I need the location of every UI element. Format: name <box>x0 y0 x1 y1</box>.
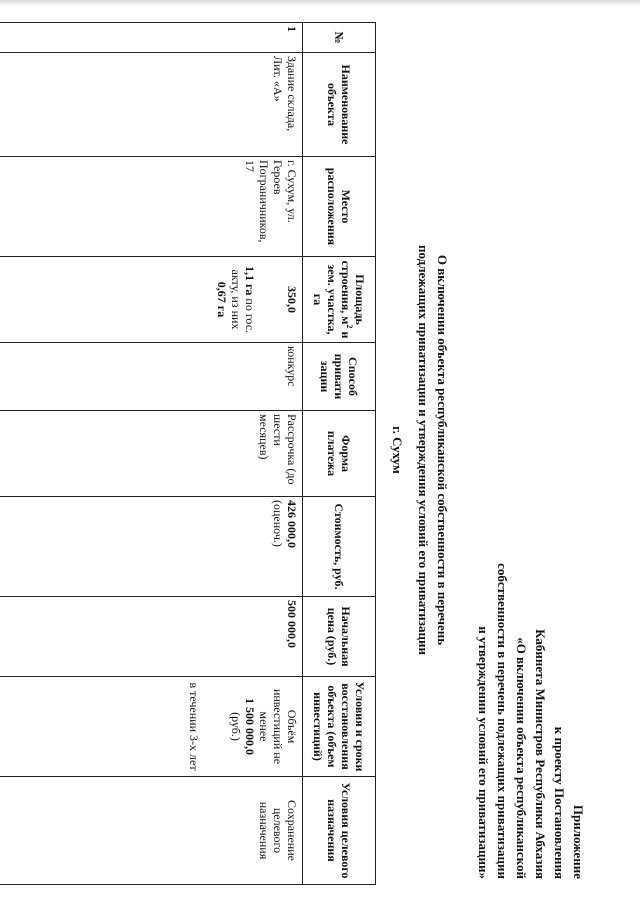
restoration-unit: (руб.) <box>229 712 243 741</box>
restoration-term: в течении 3-х лет <box>187 682 201 771</box>
header-name: Наименование объекта <box>303 53 376 157</box>
appendix-line: Приложение <box>571 804 586 879</box>
cell-name: Здание склада, Лит. «А» <box>0 53 303 157</box>
city-label: г. Сухум <box>390 426 405 474</box>
title-line-1: О включении объекта республиканской собственности в перечень <box>435 254 450 646</box>
header-purpose: Условия целевого назначения <box>303 777 376 885</box>
area-land-bold: 1,1 га <box>243 265 257 296</box>
area-building: 350,0 <box>285 286 299 313</box>
table-row <box>0 23 303 885</box>
restoration-amount: 1 500 000,0 <box>243 698 257 755</box>
header-area-sup: 2 <box>345 324 354 329</box>
document-title <box>414 140 452 760</box>
table-header-row <box>303 23 376 885</box>
cell-area <box>0 257 303 343</box>
header-start-price: Начальная цена (руб.) <box>303 597 376 677</box>
header-area-prefix: Площадь строения, м <box>339 260 367 325</box>
header-payment: Форма платежа <box>303 411 376 497</box>
header-area-suffix: и зем. участка, га <box>311 264 353 339</box>
appendix-line: собственности в перечень подлежащих приватизации <box>495 563 510 879</box>
title-line-2: подлежащих приватизации и утверждения условий его приватизации <box>416 245 431 655</box>
header-area <box>303 257 376 343</box>
cost-value: 426 000,0 <box>285 500 299 548</box>
appendix-line: «О включении объекта республиканской <box>514 637 529 879</box>
header-location: Место расположения <box>303 157 376 257</box>
appendix-line: Кабинета Министров Республики Абхазия <box>533 629 548 879</box>
area-land-rest: по гос. акту, из них <box>229 269 257 334</box>
cell-start-price: 500 000,0 <box>0 597 303 677</box>
appendix-block <box>474 359 588 879</box>
area-land-part: 0,67 га <box>215 281 229 318</box>
cell-purpose: Сохранение целевого назначения <box>0 777 303 885</box>
cell-payment: Рассрочка (до шести месяцев) <box>0 411 303 497</box>
appendix-line: и утверждении условий его приватизации» <box>476 626 491 879</box>
header-num: № <box>303 23 376 53</box>
cost-note: (оценоч.) <box>271 500 285 547</box>
cell-location: г. Сухум, ул. Героев Пограничников, 17 <box>0 157 303 257</box>
header-restoration: Условия и сроки восстановления объекта (объем инвестиций) <box>303 677 376 777</box>
cell-cost <box>0 497 303 597</box>
objects-table <box>0 22 376 885</box>
area-land <box>215 260 257 339</box>
header-method: Способ привати зации <box>303 343 376 411</box>
cell-restoration <box>0 677 303 777</box>
restoration-line1: Объём инвестиций не менее <box>257 688 299 765</box>
cell-method: конкурс <box>0 343 303 411</box>
appendix-line: к проекту Постановления <box>552 726 567 879</box>
header-cost: Стоимость, руб. <box>303 497 376 597</box>
cell-num: 1 <box>0 23 303 53</box>
